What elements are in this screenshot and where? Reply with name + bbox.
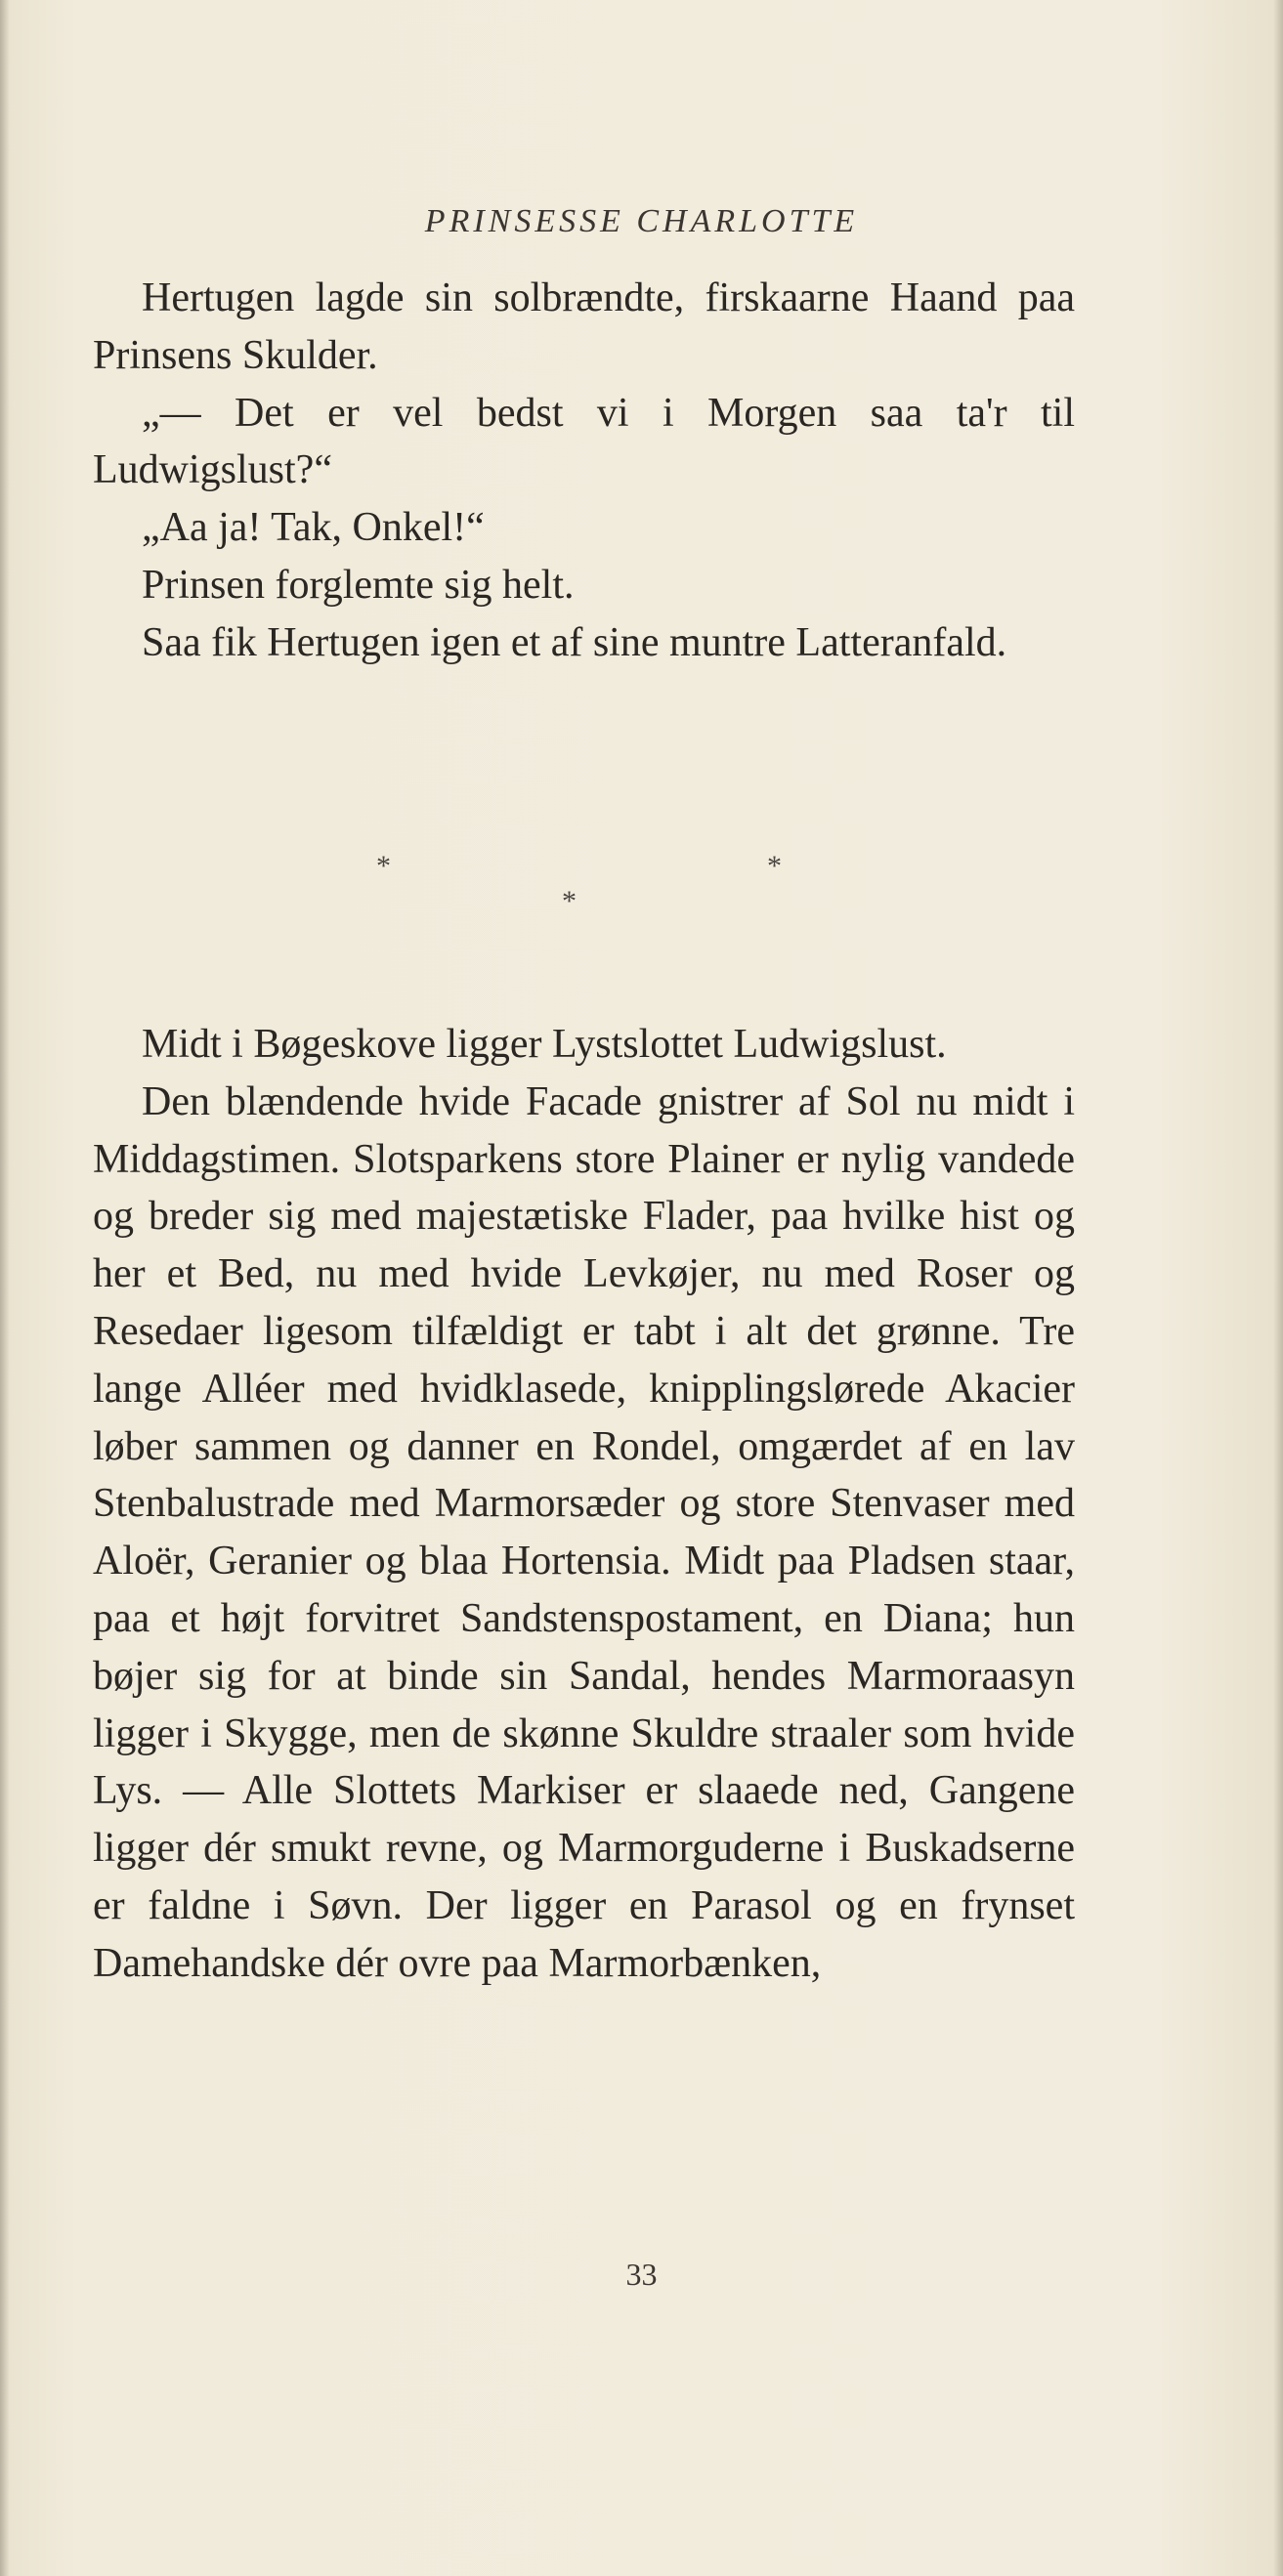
asterisk-ornament: * [562,885,577,917]
page-edge-right [1273,0,1283,2576]
paragraph: „Aa ja! Tak, Onkel!“ [142,505,485,551]
paragraph: Prinsen forglemte sig helt. [142,562,575,608]
paragraph: „— Det er vel bedst vi i Morgen saa ta'r til Ludwigslust?“ [93,390,1075,493]
page-number: 33 [625,2257,658,2292]
text-block-2 [93,1016,1075,1993]
text-block-1 [93,270,1075,672]
paragraph: Den blændende hvide Facade gnistrer af Sol nu midt i Middagstimen. Slotsparkens store Plainer er nylig vandede og breder sig med majestætiske Flader, paa hvilke hist og her et Bed, nu med hvide Levkøjer, nu med Roser og Resedaer ligesom tilfældigt er tabt i alt det grønne. Tre lange Alléer med hvidklasede, knipplingslørede Akacier løber sammen og danner en Rondel, omgærdet af en lav Stenbalustrade med Marmorsæder og store Stenvaser med Aloër, Geranier og blaa Hortensia. Midt paa Pladsen staar, paa et højt forvitret Sandstenspostament, en Diana; hun bøjer sig for at binde sin Sandal, hendes Marmoraasyn ligger i Skygge, men de skønne Skuldre straaler som hvide Lys. — Alle Slottets Markiser er slaaede ned, Gangene ligger dér smukt revne, og Marmorguderne i Buskadserne er faldne i Søvn. Der ligger en Parasol og en frynset Damehandske dér ovre paa Marmorbænken, [93,1078,1075,1986]
paragraph: Midt i Bøgeskove ligger Lystslottet Ludwigslust. [142,1022,947,1067]
page-edge-left [0,0,10,2576]
asterisk-ornament: * [767,850,782,882]
running-head: PRINSESSE CHARLOTTE [424,203,859,239]
paragraph: Hertugen lagde sin solbrændte, firskaarne Haand paa Prinsens Skulder. [93,275,1075,378]
section-divider [0,850,1283,938]
asterisk-ornament: * [376,850,391,882]
paragraph: Saa fik Hertugen igen et af sine muntre Latteranfald. [142,619,1007,665]
